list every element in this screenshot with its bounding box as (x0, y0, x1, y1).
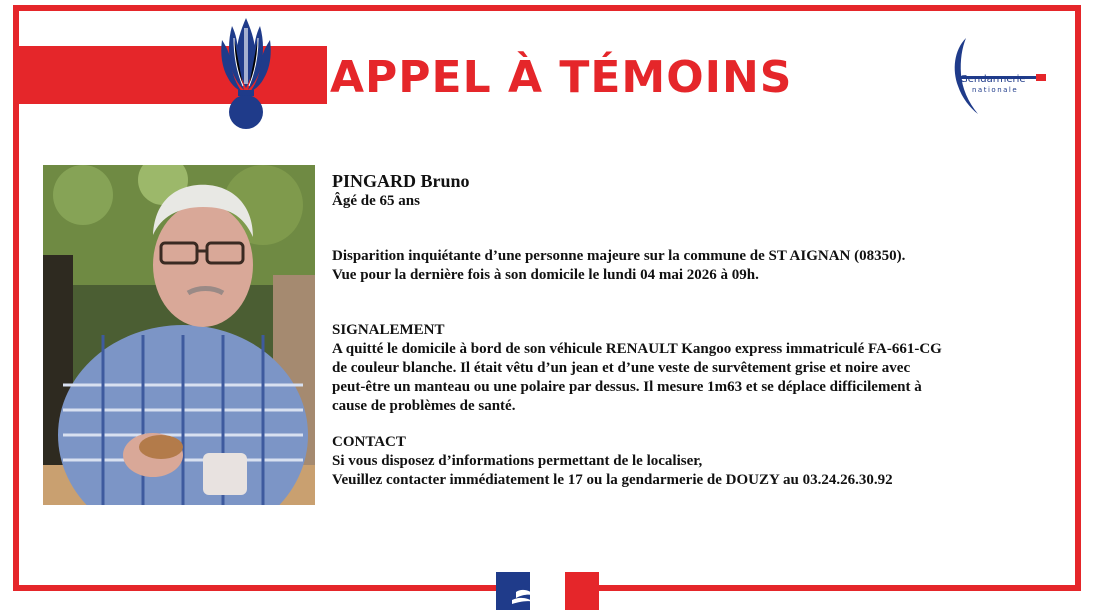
marianne-republique-francaise-icon (496, 572, 599, 610)
signalement-heading: SIGNALEMENT (332, 322, 445, 338)
gendarmerie-logo-sub: nationale (972, 86, 1019, 94)
contact-line: Si vous disposez d’informations permettant de le localiser, (332, 453, 703, 469)
grenade-flame-icon (214, 14, 278, 132)
person-name: PINGARD Bruno (332, 171, 470, 191)
disparition-line-1: Disparition inquiétante d’une personne majeure sur la commune de ST AIGNAN (08350). (332, 248, 906, 264)
gendarmerie-logo-name: Gendarmerie (960, 74, 1026, 85)
contact-heading: CONTACT (332, 434, 406, 450)
signalement-line: A quitté le domicile à bord de son véhicule RENAULT Kangoo express immatriculé FA-661-CG (332, 341, 942, 357)
person-age: Âgé de 65 ans (332, 193, 420, 209)
red-banner (19, 46, 327, 104)
contact-line: Veuillez contacter immédiatement le 17 ou la gendarmerie de DOUZY au 03.24.26.30.92 (332, 472, 893, 488)
signalement-line: peut-être un manteau ou une polaire par dessus. Il mesure 1m63 et se déplace difficilement à (332, 379, 922, 395)
signalement-line: cause de problèmes de santé. (332, 398, 516, 414)
signalement-line: de couleur blanche. Il était vêtu d’un jean et d’une veste de survêtement grise et noire avec (332, 360, 911, 376)
disparition-line-2: Vue pour la dernière fois à son domicile le lundi 04 mai 2026 à 09h. (332, 267, 759, 283)
page-title: APPEL À TÉMOINS (330, 52, 793, 103)
notice-text (332, 170, 1032, 490)
red-banner-notch (300, 46, 324, 104)
missing-person-photo (43, 165, 315, 505)
